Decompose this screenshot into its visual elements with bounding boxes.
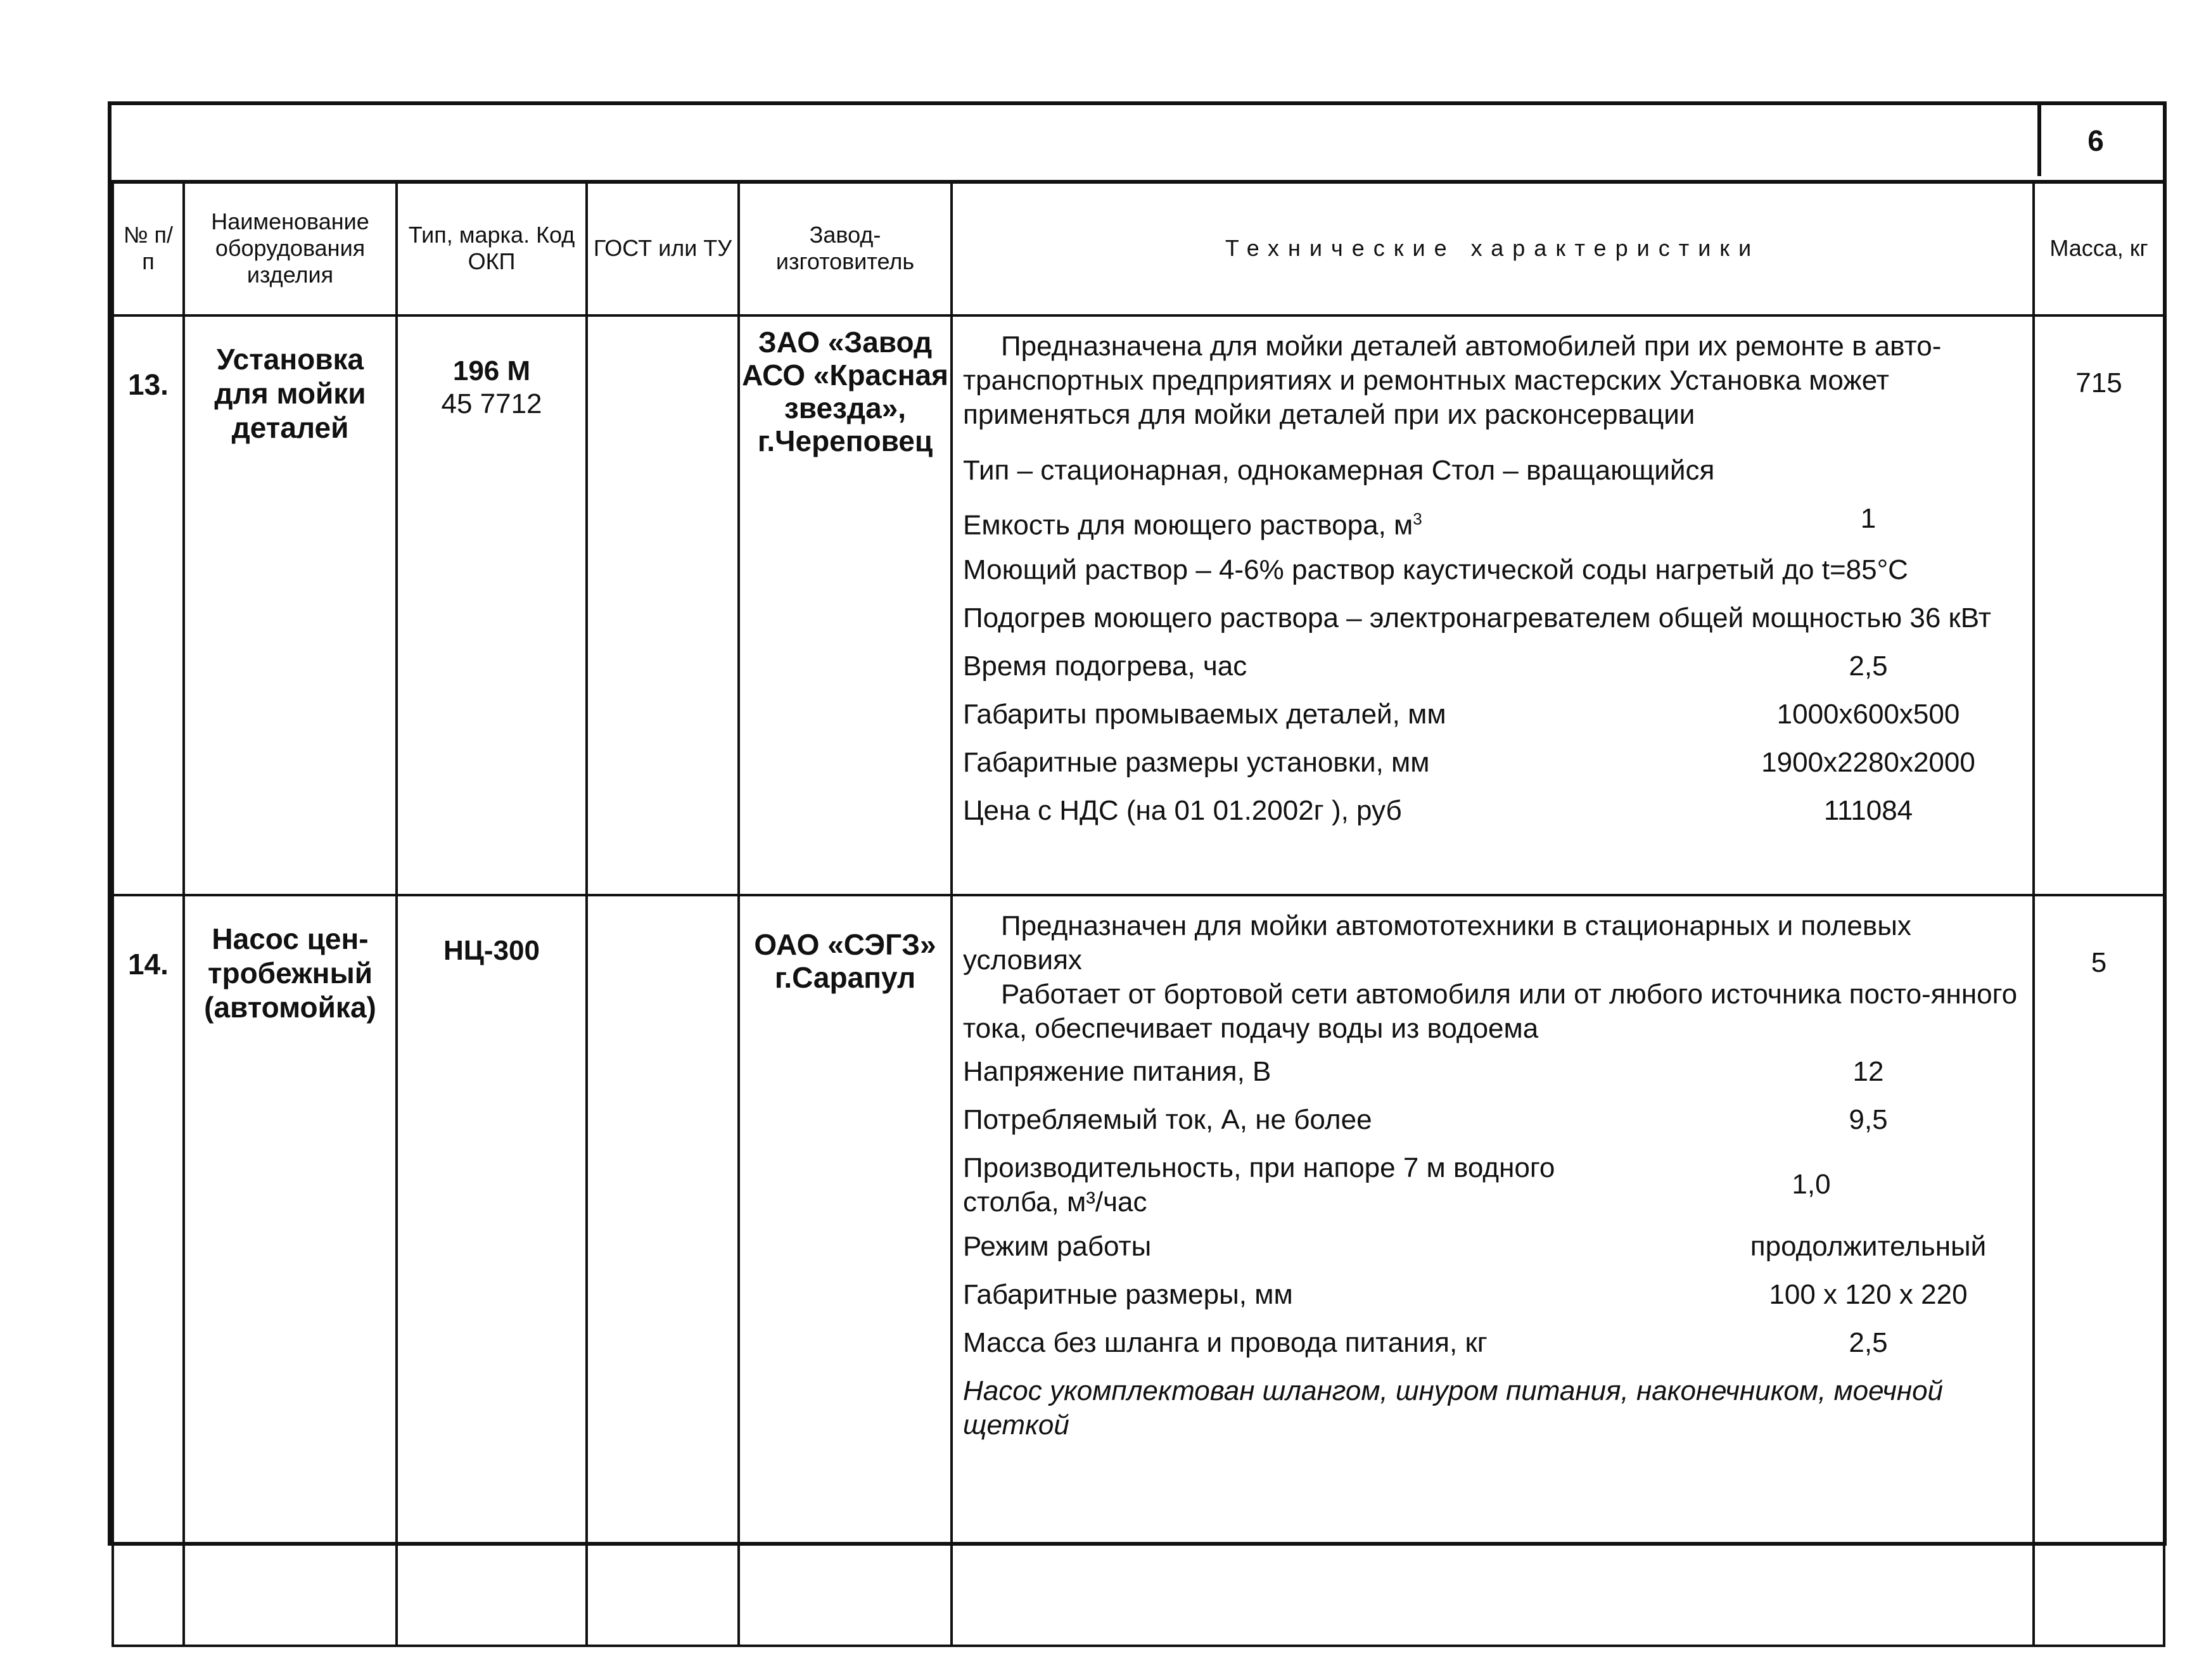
spec-line (963, 553, 2026, 591)
gost-cell (587, 895, 739, 1646)
type-code-cell (397, 315, 587, 895)
type-mark: НЦ-300 (397, 895, 587, 1646)
type-mark: 196 М (452, 355, 531, 386)
spec-name: Производительность, при напоре 7 м водного столба, м³/час (963, 1152, 1555, 1218)
spec-line (963, 649, 2026, 687)
spec-line (963, 1151, 2026, 1219)
equipment-name: Установка для мойки деталей (184, 315, 397, 895)
spec-value: 2,5 (1849, 1327, 1888, 1358)
description: Работает от бортовой сети автомобиля или от любого источника посто-янного тока, обеспечивает подачу воды из водоема (963, 979, 2018, 1044)
col-header-name: Наименование оборудования изделия (184, 181, 397, 315)
description: Предназначена для мойки деталей автомобилей при их ремонте в авто-транспортных предприятиях и ремонтных мастерских Установка может применяться для мойки деталей при их расконсервации (963, 331, 1942, 430)
spec-line (963, 502, 2026, 543)
spec-name: Габариты промываемых деталей, мм (963, 698, 1446, 730)
spec-name: Напряжение питания, В (963, 1056, 1271, 1087)
spec-line (963, 601, 2026, 639)
spec-name: Моющий раствор – 4-6% раствор каустической соды нагретый до t=85°С (963, 554, 1908, 585)
spec-line (963, 1055, 2026, 1093)
manufacturer: ОАО «СЭГЗ» г.Сарапул (739, 895, 952, 1646)
row-number: 14. (113, 895, 184, 1646)
tech-specs (952, 315, 2034, 895)
spec-value: продолжительный (1750, 1231, 1987, 1262)
row-number: 13. (113, 315, 184, 895)
tech-specs (952, 895, 2034, 1646)
col-header-gost: ГОСТ или ТУ (587, 181, 739, 315)
spec-name: Габаритные размеры, мм (963, 1279, 1293, 1310)
note: Насос укомплектован шлангом, шнуром питания, наконечником, моечной щеткой (963, 1375, 1944, 1441)
table-row (113, 895, 2164, 1646)
okp-code: 45 7712 (441, 388, 542, 419)
equipment-table (112, 180, 2165, 1647)
spec-line (963, 454, 2026, 492)
col-header-type: Тип, марка. Код ОКП (397, 181, 587, 315)
spec-line (963, 1230, 2026, 1268)
table-row (113, 315, 2164, 895)
spec-value: 111084 (1823, 794, 1913, 826)
spec-sheet (108, 101, 2167, 1546)
spec-name: Габаритные размеры установки, мм (963, 746, 1430, 778)
spec-value: 1900х2280х2000 (1761, 746, 1975, 778)
spec-value: 12 (1852, 1056, 1884, 1087)
spec-name: Емкость для моющего раствора, $м^3$ (963, 509, 1422, 541)
page-number-row (112, 105, 2163, 184)
spec-line (963, 1326, 2026, 1364)
col-header-tech: Технические характеристики (952, 181, 2034, 315)
spec-name: Цена с НДС (на 01 01.2002г ), руб (963, 794, 1402, 826)
spec-value: 2,5 (1849, 650, 1888, 682)
spec-name: Время подогрева, час (963, 650, 1247, 682)
spec-line (963, 1278, 2026, 1316)
equipment-name: Насос цен-тробежный (автомойка) (184, 895, 397, 1646)
spec-name: Режим работы (963, 1231, 1152, 1262)
spec-line (963, 746, 2026, 784)
spec-value: 1000х600х500 (1776, 698, 1960, 730)
spec-value: 1,0 (1792, 1169, 1831, 1200)
spec-line (963, 1103, 2026, 1141)
description: Предназначен для мойки автомототехники в стационарных и полевых условиях (963, 910, 1911, 976)
manufacturer: ЗАО «Завод АСО «Красная звезда», г.Череповец (739, 315, 952, 895)
spec-line (963, 697, 2026, 735)
page-number: 6 (2037, 105, 2150, 176)
table-header-row (113, 181, 2164, 315)
spec-value: 100 х 120 х 220 (1769, 1279, 1968, 1310)
mass-value: 715 (2034, 315, 2164, 895)
col-header-factory: Завод-изготовитель (739, 181, 952, 315)
spec-line (963, 794, 2026, 832)
spec-value: 1 (1860, 503, 1877, 534)
col-header-num: № п/п (113, 181, 184, 315)
spec-value: 9,5 (1849, 1104, 1888, 1135)
spec-name: Масса без шланга и провода питания, кг (963, 1327, 1488, 1358)
gost-cell (587, 315, 739, 895)
spec-name: Потребляемый ток, А, не более (963, 1104, 1372, 1135)
spec-name: Подогрев моющего раствора – электронагревателем общей мощностью 36 кВт (963, 602, 1991, 633)
mass-value: 5 (2034, 895, 2164, 1646)
spec-name: Тип – стационарная, однокамерная Стол – вращающийся (963, 455, 1715, 486)
col-header-mass: Масса, кг (2034, 181, 2164, 315)
